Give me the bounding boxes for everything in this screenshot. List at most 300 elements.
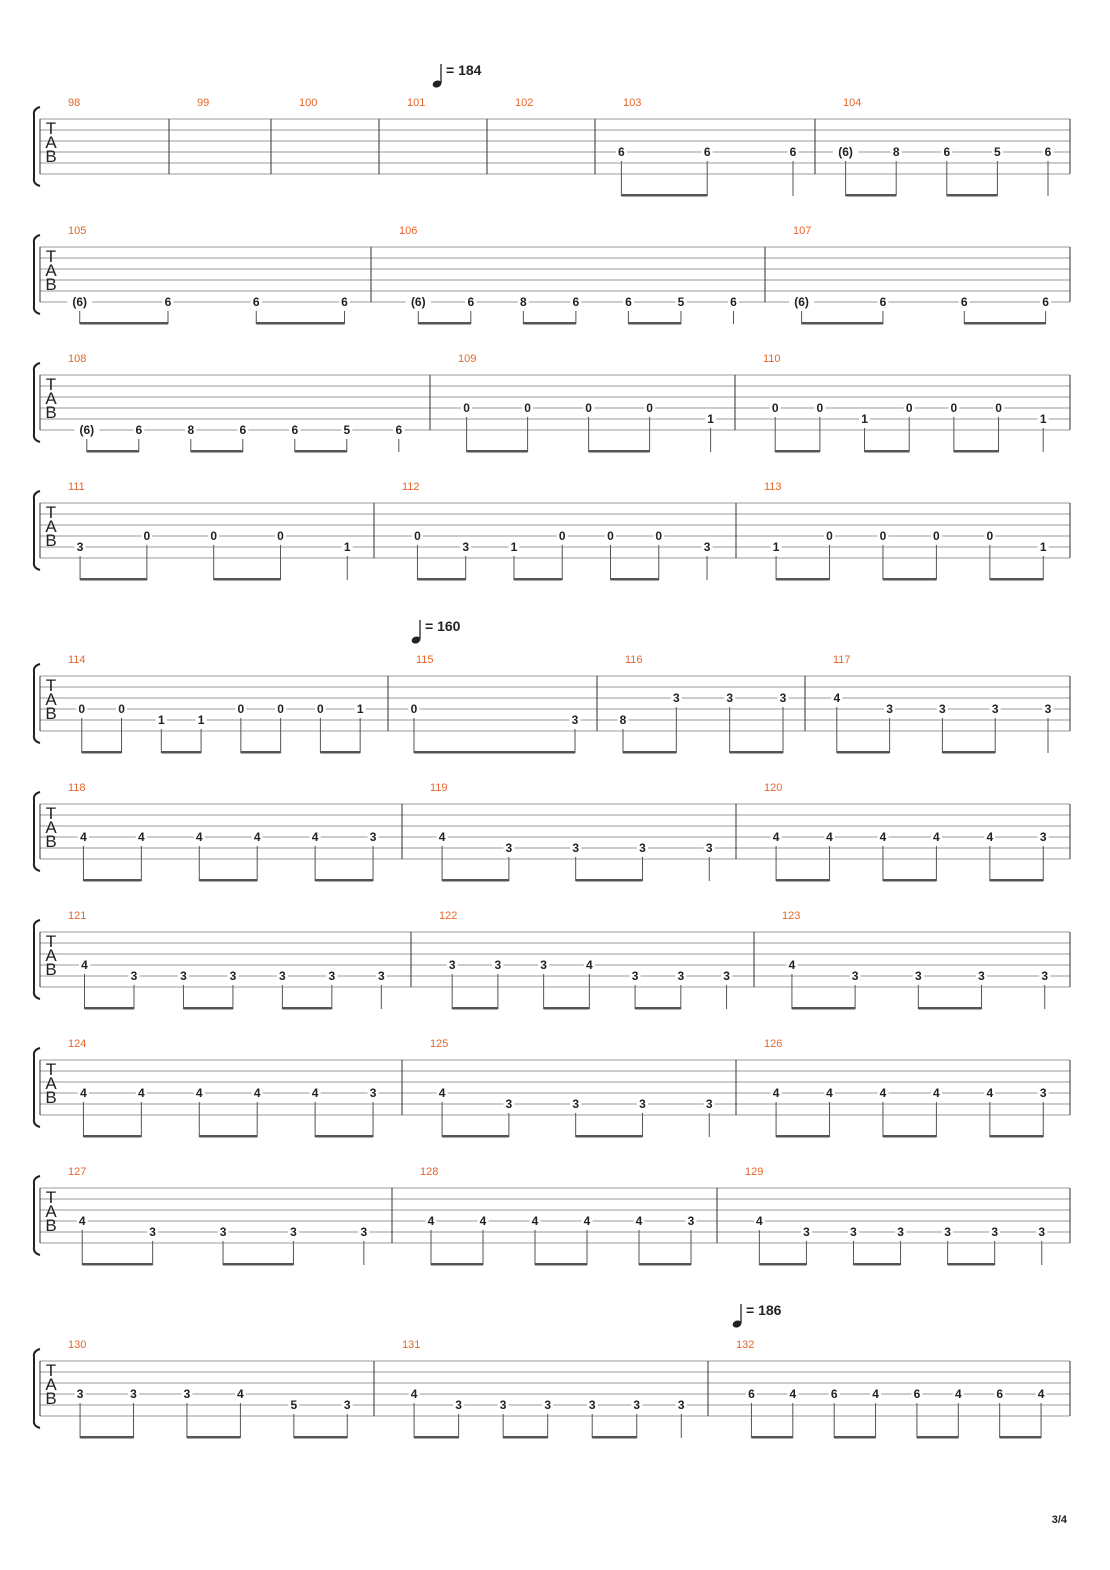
fret-number: 6: [879, 295, 887, 309]
beam: [834, 1436, 875, 1439]
beam: [187, 1436, 240, 1439]
fret-number: 3: [1039, 1086, 1047, 1100]
tempo-text: = 186: [746, 1302, 782, 1318]
tab-clef-letter: T: [45, 1188, 57, 1207]
fret-number: 3: [279, 969, 286, 983]
measure: [402, 481, 713, 581]
fret-number: 0: [585, 401, 592, 415]
measure-number: 132: [736, 1339, 755, 1351]
beam: [611, 578, 659, 581]
system-bracket: [34, 920, 40, 999]
fret-number: 3: [76, 540, 84, 554]
measure-number: 131: [402, 1339, 421, 1351]
fret-number: 3: [914, 969, 922, 983]
beam: [623, 751, 676, 754]
tempo-text: = 160: [425, 618, 461, 634]
fret-number: 3: [687, 1214, 695, 1228]
tab-clef-letter: A: [45, 517, 57, 536]
beam: [635, 1007, 681, 1010]
measure-number: 113: [764, 481, 782, 493]
fret-number: 0: [933, 529, 940, 543]
fret-number: 3: [328, 969, 336, 983]
fret-number: 4: [826, 1086, 833, 1100]
tab-system: [34, 1339, 1070, 1439]
fret-number: 4: [635, 1214, 643, 1228]
fret-number: 3: [494, 958, 502, 972]
fret-number: (6): [79, 423, 95, 437]
tempo-marking: [432, 62, 482, 89]
fret-number: 3: [726, 691, 734, 705]
beam: [865, 450, 910, 453]
measure-number: 107: [793, 225, 812, 237]
measure: [736, 1339, 1047, 1439]
fret-number: 0: [646, 401, 653, 415]
tab-clef-letter: T: [45, 676, 57, 695]
fret-number: 0: [905, 401, 913, 415]
system-bracket: [34, 1176, 40, 1255]
fret-number: 3: [130, 969, 138, 983]
fret-number: 0: [558, 529, 566, 543]
fret-number: 3: [219, 1225, 227, 1239]
fret-number: 0: [524, 401, 531, 415]
fret-number: 6: [572, 295, 580, 309]
beam: [776, 1135, 829, 1138]
fret-number: 6: [913, 1387, 921, 1401]
measure: [430, 1038, 715, 1138]
fret-number: 1: [197, 713, 205, 727]
fret-number: 6: [996, 1387, 1004, 1401]
page-number: 3/4: [1051, 1514, 1067, 1526]
measure-number: 99: [197, 97, 210, 109]
fret-number: 1: [157, 713, 165, 727]
fret-number: 5: [343, 423, 351, 437]
fret-number: 0: [995, 401, 1002, 415]
beam: [776, 879, 829, 882]
fret-number: 3: [978, 969, 985, 983]
tab-clef-letter: B: [45, 704, 57, 723]
fret-number: 6: [1042, 295, 1049, 309]
fret-number: 3: [803, 1225, 810, 1239]
measure: [68, 910, 387, 1010]
measure: [68, 1339, 353, 1439]
measure-number: 105: [68, 225, 87, 237]
measure-number: 114: [68, 654, 86, 666]
beam: [589, 450, 650, 453]
fret-number: 3: [850, 1225, 857, 1239]
beam: [792, 1007, 855, 1010]
fret-number: 3: [505, 841, 513, 855]
fret-number: 4: [138, 1086, 145, 1100]
fret-number: 4: [933, 830, 940, 844]
beam: [199, 1135, 257, 1138]
measure-number: 100: [299, 97, 318, 109]
tab-clef-letter: A: [45, 946, 57, 965]
fret-number: 4: [826, 830, 833, 844]
tab-system: [34, 1038, 1070, 1138]
fret-number: 0: [986, 529, 994, 543]
beam: [964, 322, 1045, 325]
fret-number: 6: [252, 295, 260, 309]
fret-number: 4: [772, 1086, 780, 1100]
beam: [544, 1007, 590, 1010]
beam: [282, 1007, 331, 1010]
fret-number: 3: [290, 1225, 297, 1239]
fret-number: 4: [438, 1086, 446, 1100]
measure: [831, 654, 1053, 754]
fret-number: 4: [933, 1086, 940, 1100]
fret-number: 0: [414, 529, 421, 543]
tab-clef-letter: T: [45, 503, 57, 522]
fret-number: 4: [311, 1086, 319, 1100]
beam: [918, 1007, 981, 1010]
system-bracket: [34, 107, 40, 186]
fret-number: 6: [943, 145, 951, 159]
fret-number: 4: [872, 1387, 879, 1401]
fret-number: 3: [897, 1225, 904, 1239]
fret-number: 3: [499, 1398, 507, 1412]
measure-number: 102: [515, 97, 534, 109]
beam: [161, 751, 201, 754]
fret-number: 4: [586, 958, 593, 972]
fret-number: 0: [410, 702, 418, 716]
fret-number: 4: [756, 1214, 763, 1228]
system-bracket: [34, 491, 40, 570]
beam: [628, 322, 681, 325]
beam: [80, 1436, 133, 1439]
fret-number: 3: [572, 1097, 580, 1111]
fret-number: 0: [210, 529, 218, 543]
beam: [467, 450, 528, 453]
beam: [295, 450, 347, 453]
fret-number: 1: [1039, 540, 1047, 554]
beam: [417, 578, 465, 581]
fret-number: 3: [639, 841, 646, 855]
measure: [409, 654, 581, 754]
beam: [294, 1436, 347, 1439]
fret-number: 3: [183, 1387, 191, 1401]
tab-clef-letter: T: [45, 932, 57, 951]
beam: [837, 751, 890, 754]
fret-number: 4: [427, 1214, 435, 1228]
beam: [639, 1263, 691, 1266]
measure: [68, 353, 404, 453]
measure: [407, 97, 425, 109]
tab-system: [34, 1166, 1070, 1266]
beam: [947, 194, 998, 197]
fret-number: 4: [195, 1086, 203, 1100]
fret-number: 8: [187, 423, 195, 437]
fret-number: 1: [343, 540, 351, 554]
measure-number: 116: [625, 654, 643, 666]
fret-number: 3: [588, 1398, 596, 1412]
beam: [990, 1135, 1043, 1138]
measure-number: 130: [68, 1339, 87, 1351]
measure: [618, 654, 789, 754]
measure-number: 103: [623, 97, 642, 109]
beam: [503, 1436, 548, 1439]
fret-number: 3: [180, 969, 187, 983]
measure: [833, 97, 1053, 197]
tab-clef-letter: A: [45, 818, 57, 837]
tab-clef-letter: B: [45, 960, 57, 979]
beam: [414, 1436, 459, 1439]
measure-number: 125: [430, 1038, 449, 1050]
measure: [68, 97, 80, 109]
fret-number: 0: [826, 529, 833, 543]
fret-number: 6: [1044, 145, 1052, 159]
tab-clef-letter: B: [45, 1216, 57, 1235]
fret-number: 4: [80, 1086, 87, 1100]
measure-number: 111: [68, 481, 85, 493]
fret-number: 4: [879, 830, 887, 844]
fret-number: 3: [343, 1398, 351, 1412]
fret-number: 3: [1039, 830, 1047, 844]
beam: [776, 578, 829, 581]
beam: [730, 751, 783, 754]
measure: [616, 97, 799, 197]
fret-number: 4: [311, 830, 319, 844]
fret-number: 1: [772, 540, 780, 554]
fret-number: 4: [138, 830, 145, 844]
beam: [917, 1436, 958, 1439]
fret-number: 0: [143, 529, 151, 543]
tab-system: [34, 782, 1070, 882]
fret-number: 3: [540, 958, 547, 972]
fret-number: 3: [779, 691, 787, 705]
fret-number: 6: [789, 145, 797, 159]
fret-number: 4: [583, 1214, 591, 1228]
fret-number: 4: [438, 830, 446, 844]
fret-number: 3: [991, 702, 999, 716]
beam: [621, 194, 707, 197]
fret-number: 3: [360, 1225, 368, 1239]
measure: [789, 225, 1051, 325]
fret-number: 0: [277, 702, 284, 716]
measure: [420, 1166, 697, 1266]
tab-system: [34, 481, 1070, 581]
measure-number: 126: [764, 1038, 783, 1050]
beam: [942, 751, 995, 754]
fret-number: 6: [341, 295, 348, 309]
tab-system: [34, 97, 1070, 197]
fret-number: 1: [861, 412, 868, 426]
fret-number: 4: [253, 1086, 261, 1100]
measure: [68, 654, 366, 754]
tab-system: [34, 910, 1070, 1010]
system-bracket: [34, 1048, 40, 1127]
fret-number: 6: [164, 295, 172, 309]
fret-number: 4: [986, 1086, 994, 1100]
measure: [399, 225, 739, 325]
measure-number: 128: [420, 1166, 439, 1178]
fret-number: 3: [851, 969, 859, 983]
beam: [990, 578, 1043, 581]
tab-clef-letter: B: [45, 403, 57, 422]
fret-number: 3: [677, 1398, 685, 1412]
beam: [883, 879, 936, 882]
beam: [256, 322, 344, 325]
fret-number: 8: [892, 145, 900, 159]
tab-clef-letter: T: [45, 1361, 57, 1380]
measure-number: 109: [458, 353, 477, 365]
tab-clef-letter: B: [45, 1389, 57, 1408]
measure: [299, 97, 317, 109]
fret-number: 3: [369, 830, 377, 844]
measure: [430, 782, 715, 882]
beam: [802, 322, 883, 325]
tab-clef-letter: T: [45, 247, 57, 266]
measure: [764, 481, 1049, 581]
beam: [183, 1007, 232, 1010]
measure: [402, 1339, 687, 1439]
fret-number: 3: [377, 969, 385, 983]
measure: [68, 782, 379, 882]
beam: [759, 1263, 806, 1266]
fret-number: 3: [505, 1097, 513, 1111]
tab-clef-letter: T: [45, 375, 57, 394]
tab-clef-letter: A: [45, 1375, 57, 1394]
tab-clef-letter: A: [45, 1202, 57, 1221]
fret-number: 8: [619, 713, 627, 727]
fret-number: 3: [448, 958, 456, 972]
measure-number: 118: [68, 782, 86, 794]
beam: [948, 1263, 995, 1266]
measure-number: 129: [745, 1166, 764, 1178]
beam: [853, 1263, 900, 1266]
fret-number: 4: [81, 958, 88, 972]
beam: [442, 879, 509, 882]
fret-number: (6): [838, 145, 853, 159]
fret-number: 6: [703, 145, 711, 159]
fret-number: 6: [395, 423, 403, 437]
system-bracket: [34, 792, 40, 871]
fret-number: 5: [290, 1398, 298, 1412]
fret-number: 3: [723, 969, 730, 983]
tab-system: [34, 353, 1070, 453]
fret-number: 4: [80, 830, 87, 844]
measure: [745, 1166, 1047, 1266]
fret-number: 6: [730, 295, 737, 309]
tab-clef-letter: T: [45, 119, 57, 138]
fret-number: 6: [748, 1387, 755, 1401]
beam: [1000, 1436, 1041, 1439]
fret-number: 4: [78, 1214, 86, 1228]
beam: [199, 879, 257, 882]
fret-number: 0: [317, 702, 324, 716]
tab-clef-letter: A: [45, 1074, 57, 1093]
fret-number: 5: [677, 295, 685, 309]
system-bracket: [34, 235, 40, 314]
measure: [197, 97, 209, 109]
fret-number: 1: [356, 702, 364, 716]
measure: [782, 910, 1050, 1010]
fret-number: 4: [879, 1086, 887, 1100]
fret-number: 4: [479, 1214, 487, 1228]
beam: [592, 1436, 637, 1439]
measure-number: 98: [68, 97, 81, 109]
measure-number: 110: [763, 353, 781, 365]
beam: [241, 751, 281, 754]
fret-number: 3: [1038, 1225, 1046, 1239]
measure-number: 108: [68, 353, 87, 365]
fret-number: 0: [816, 401, 824, 415]
beam: [414, 751, 575, 754]
fret-number: 3: [677, 969, 685, 983]
fret-number: 4: [410, 1387, 418, 1401]
fret-number: 3: [639, 1097, 646, 1111]
fret-number: 3: [462, 540, 470, 554]
fret-number: 4: [788, 958, 796, 972]
beam: [751, 1436, 792, 1439]
measure-number: 119: [430, 782, 448, 794]
tab-clef-letter: A: [45, 389, 57, 408]
beam: [82, 1263, 152, 1266]
measure-number: 101: [407, 97, 426, 109]
system-bracket: [34, 664, 40, 743]
tab-clef-letter: A: [45, 133, 57, 152]
fret-number: 4: [986, 830, 994, 844]
fret-number: 6: [960, 295, 968, 309]
measure-number: 117: [833, 654, 851, 666]
beam: [83, 879, 141, 882]
beam: [223, 1263, 293, 1266]
fret-number: 4: [195, 830, 203, 844]
fret-number: 0: [463, 401, 470, 415]
fret-number: 4: [1037, 1387, 1045, 1401]
beam: [514, 578, 562, 581]
fret-number: 0: [950, 401, 958, 415]
fret-number: 3: [1044, 702, 1052, 716]
beam: [320, 751, 360, 754]
fret-number: (6): [410, 295, 426, 309]
measure-number: 127: [68, 1166, 87, 1178]
fret-number: 0: [607, 529, 614, 543]
fret-number: 3: [572, 841, 580, 855]
fret-number: 0: [655, 529, 663, 543]
fret-number: 0: [277, 529, 284, 543]
fret-number: 6: [625, 295, 632, 309]
beam: [214, 578, 281, 581]
fret-number: 0: [879, 529, 887, 543]
fret-number: 3: [939, 702, 946, 716]
fret-number: 1: [510, 540, 518, 554]
fret-number: 3: [631, 969, 639, 983]
tab-clef-letter: B: [45, 832, 57, 851]
tab-clef-letter: B: [45, 531, 57, 550]
tempo-text: = 184: [446, 62, 482, 78]
measure-number: 115: [416, 654, 434, 666]
tab-systems: [34, 62, 1070, 1439]
system-bracket: [34, 1349, 40, 1428]
fret-number: 6: [467, 295, 475, 309]
fret-number: (6): [794, 295, 809, 309]
tab-system: [34, 225, 1070, 325]
fret-number: 3: [705, 841, 713, 855]
fret-number: 6: [291, 423, 299, 437]
fret-number: 3: [703, 540, 711, 554]
measure: [763, 353, 1049, 453]
beam: [990, 879, 1043, 882]
beam: [80, 578, 147, 581]
measure: [515, 97, 533, 109]
fret-number: 4: [833, 691, 841, 705]
fret-number: 3: [991, 1225, 999, 1239]
beam: [576, 1135, 643, 1138]
fret-number: 3: [1041, 969, 1049, 983]
fret-number: 0: [237, 702, 245, 716]
fret-number: 4: [954, 1387, 962, 1401]
tab-clef-letter: B: [45, 147, 57, 166]
